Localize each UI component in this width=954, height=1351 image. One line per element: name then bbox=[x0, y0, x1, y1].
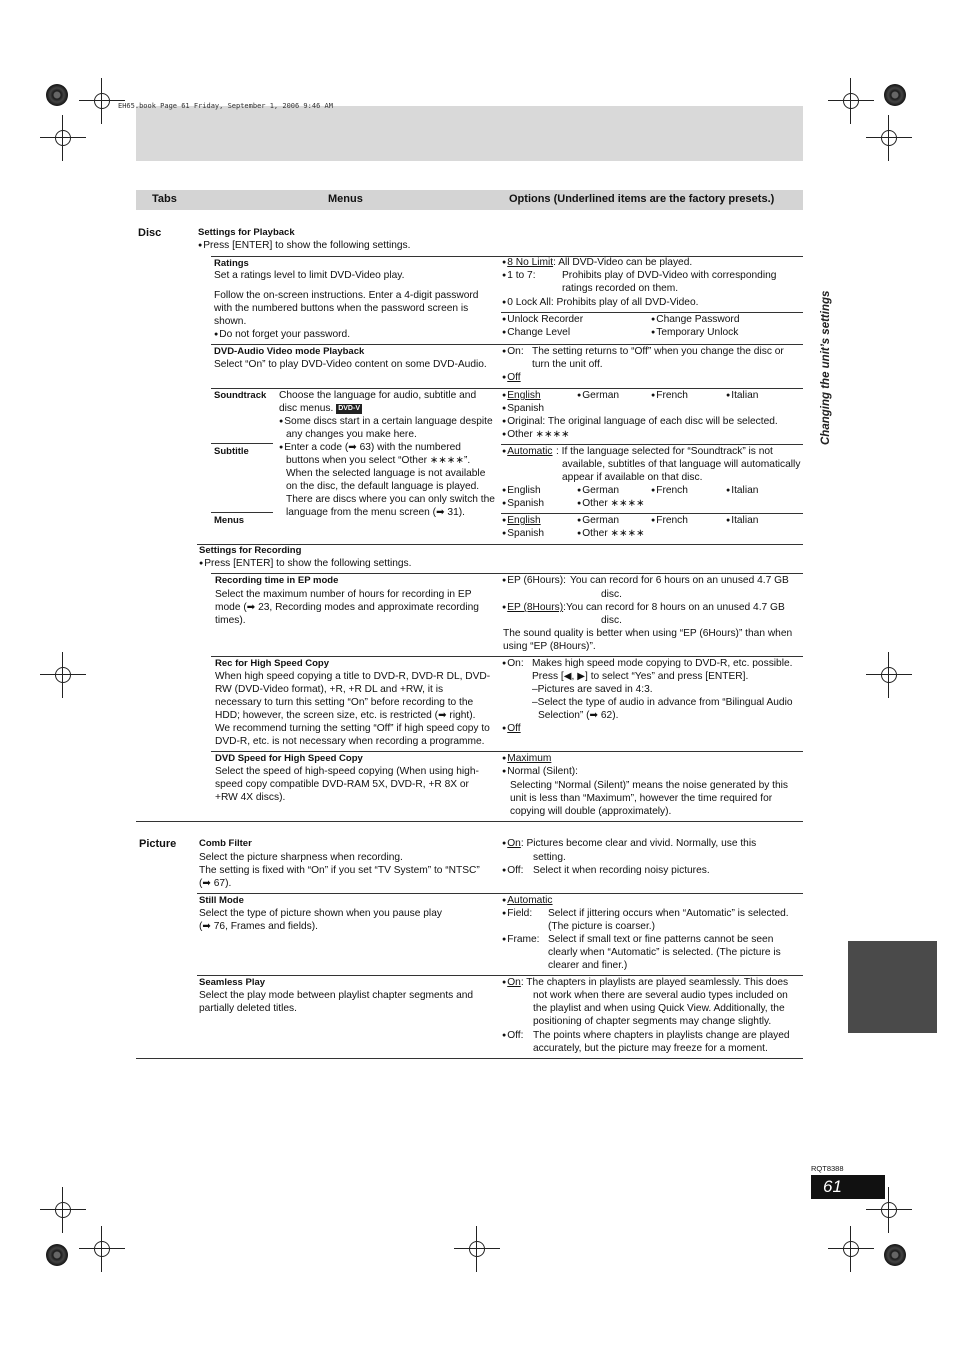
high-speed-desc: RW (DVD-Video format), +R, +R DL and +RW, it is bbox=[215, 684, 444, 695]
option-french: ● French bbox=[651, 484, 688, 498]
soundtrack-note: buttons when you select “Other ∗∗∗∗”. bbox=[286, 455, 471, 466]
option-desc: available, subtitles of that language will automatically bbox=[562, 459, 801, 470]
soundtrack-title: Soundtrack bbox=[214, 390, 267, 401]
option-change-password: ● Change Password bbox=[651, 313, 739, 327]
crosshair-icon bbox=[52, 127, 74, 149]
seamless-title: Seamless Play bbox=[199, 977, 266, 988]
soundtrack-note: ● Enter a code (➡ 63) with the numbered bbox=[279, 441, 461, 455]
dvd-audio-desc: Select “On” to play DVD-Video content on some DVD-Audio. bbox=[214, 359, 487, 370]
option-desc: : If the language selected for “Soundtrack” is not bbox=[556, 446, 773, 457]
soundtrack-note: any changes you make here. bbox=[286, 429, 417, 440]
option-italian: ● Italian bbox=[726, 389, 758, 403]
subtitle-title: Subtitle bbox=[214, 446, 249, 457]
crosshair-icon bbox=[878, 1199, 900, 1221]
option-lock-all: ● 0 Lock All: Prohibits play of all DVD-Video. bbox=[502, 296, 698, 310]
dvd-speed-desc: speed copy compatible DVD-RAM 5X, DVD-R, +R 8X or bbox=[215, 779, 469, 790]
seamless-desc: Select the play mode between playlist chapter segments and bbox=[199, 990, 474, 1001]
option-spanish: ● Spanish bbox=[502, 402, 544, 416]
comb-desc: (➡ 67). bbox=[199, 878, 232, 889]
page-number: 61 bbox=[811, 1175, 885, 1199]
option-italian: ● Italian bbox=[726, 514, 758, 528]
option-desc: appear if available on that disc. bbox=[562, 472, 703, 483]
option-desc: Press [◀, ▶] to select “Yes” and press [ENTER]. bbox=[532, 671, 749, 682]
comb-desc: The setting is fixed with “On” if you set “TV System” to “NTSC” bbox=[199, 865, 480, 876]
option-desc: turn the unit off. bbox=[532, 359, 603, 370]
option-on: ● On: bbox=[502, 657, 524, 671]
option-desc: The points where chapters in playlists change are played bbox=[533, 1030, 790, 1041]
option-other: ● Other ∗∗∗∗ bbox=[577, 527, 645, 541]
option-desc: Selecting “Normal (Silent)” means the noise generated by this bbox=[510, 780, 789, 791]
option-italian: ● Italian bbox=[726, 484, 758, 498]
crosshair-icon bbox=[91, 1238, 113, 1260]
option-desc: positioning of chapter segments may change slightly. bbox=[533, 1016, 772, 1027]
option-desc: Prohibits play of DVD-Video with corresponding bbox=[562, 270, 777, 281]
option-off: ● Off: bbox=[502, 1029, 523, 1043]
ep-note: The sound quality is better when using “EP (6Hours)” than when bbox=[503, 628, 793, 639]
option-original: ● Original: The original language of each disc will be selected. bbox=[502, 415, 778, 429]
option-on: On bbox=[507, 838, 521, 849]
menus-header: Menus bbox=[328, 193, 363, 205]
crosshair-icon bbox=[466, 1238, 488, 1260]
option-desc: unit is less than “Maximum”, however the time required for bbox=[510, 793, 773, 804]
high-speed-desc: When high speed copying a title to DVD-R, DVD-R DL, DVD- bbox=[215, 671, 491, 682]
option-desc: clearer and finer.) bbox=[548, 960, 628, 971]
registration-disc-icon bbox=[884, 84, 906, 106]
option-french: ● French bbox=[651, 389, 688, 403]
soundtrack-note: There are discs where you can only switch the bbox=[286, 494, 495, 505]
option-on: On bbox=[507, 977, 521, 988]
option-desc: (The picture is coarser.) bbox=[548, 921, 656, 932]
option-off: Off bbox=[507, 723, 521, 734]
crosshair-icon bbox=[91, 90, 113, 112]
crosshair-icon bbox=[52, 664, 74, 686]
options-header: Options (Underlined items are the factory presets.) bbox=[509, 193, 775, 205]
still-desc: (➡ 76, Frames and fields). bbox=[199, 921, 318, 932]
high-speed-desc: HDD; however, the screen size, etc. is restricted (➡ right). bbox=[215, 710, 476, 721]
option-maximum: Maximum bbox=[507, 753, 552, 764]
registration-disc-icon bbox=[46, 1244, 68, 1266]
option-desc: the playlist and when using Quick View. Additionally, the bbox=[533, 1003, 785, 1014]
option-on: ● On: bbox=[502, 345, 524, 359]
option-1to7: ● 1 to 7: bbox=[502, 269, 536, 283]
option-off: ● Off: bbox=[502, 864, 523, 878]
option-desc: You can record for 6 hours on an unused 4.7 GB bbox=[570, 575, 789, 586]
seamless-desc: partially deleted titles. bbox=[199, 1003, 297, 1014]
option-french: ● French bbox=[651, 514, 688, 528]
option-change-level: ● Change Level bbox=[502, 326, 570, 340]
option-desc: ratings recorded on them. bbox=[562, 283, 679, 294]
registration-disc-icon bbox=[46, 84, 68, 106]
ratings-note: ● Do not forget your password. bbox=[214, 328, 350, 342]
ep-title: Recording time in EP mode bbox=[215, 575, 339, 586]
header-band bbox=[136, 106, 803, 161]
crosshair-icon bbox=[878, 664, 900, 686]
playback-title: Settings for Playback bbox=[198, 227, 295, 238]
playback-note: ● Press [ENTER] to show the following settings. bbox=[198, 239, 410, 253]
dvd-speed-desc: Select the speed of high-speed copying (When using high- bbox=[215, 766, 479, 777]
recording-title: Settings for Recording bbox=[199, 545, 302, 556]
menus-title: Menus bbox=[214, 515, 245, 526]
option-desc: disc. bbox=[601, 589, 622, 600]
soundtrack-note: language from the menu screen (➡ 31). bbox=[286, 507, 465, 518]
ratings-instruction: shown. bbox=[214, 316, 247, 327]
option-ep-8h: EP (8Hours) bbox=[507, 602, 564, 613]
tab-disc: Disc bbox=[138, 227, 162, 239]
option-desc: Makes high speed mode copying to DVD-R, etc. possible. bbox=[532, 658, 793, 669]
option-desc: Selection” (➡ 62). bbox=[538, 710, 619, 721]
ep-desc: Select the maximum number of hours for recording in EP bbox=[215, 589, 472, 600]
tabs-header: Tabs bbox=[152, 193, 177, 205]
dvd-audio-title: DVD-Audio Video mode Playback bbox=[214, 346, 365, 357]
soundtrack-desc: Choose the language for audio, subtitle and bbox=[279, 390, 477, 401]
side-tab-block bbox=[848, 941, 937, 1033]
ratings-instruction: with the numbered buttons when the password screen is bbox=[214, 303, 469, 314]
option-desc: Select if jittering occurs when “Automatic” is selected. bbox=[548, 908, 789, 919]
option-field: ● Field: bbox=[502, 907, 532, 921]
crosshair-icon bbox=[52, 1199, 74, 1221]
high-speed-desc: DVD-R, etc. is not necessary when recording a programme. bbox=[215, 736, 485, 747]
comb-desc: Select the picture sharpness when recording. bbox=[199, 852, 403, 863]
option-desc: disc. bbox=[601, 615, 622, 626]
registration-disc-icon bbox=[884, 1244, 906, 1266]
option-temporary-unlock: ● Temporary Unlock bbox=[651, 326, 738, 340]
tab-picture: Picture bbox=[139, 838, 177, 850]
high-speed-title: Rec for High Speed Copy bbox=[215, 658, 330, 669]
side-title: Changing the unit’s settings bbox=[820, 290, 832, 445]
option-english: English bbox=[507, 390, 541, 401]
still-desc: Select the type of picture shown when you pause play bbox=[199, 908, 442, 919]
option-unlock-recorder: ● Unlock Recorder bbox=[502, 313, 583, 327]
option-normal: ● Normal (Silent): bbox=[502, 765, 578, 779]
option-desc: The setting returns to “Off” when you change the disc or bbox=[532, 346, 784, 357]
ep-desc: times). bbox=[215, 615, 246, 626]
print-info: EH65.book Page 61 Friday, September 1, 2006 9:46 AM bbox=[118, 102, 333, 110]
option-desc: –Pictures are saved in 4:3. bbox=[532, 684, 653, 695]
option-other: ● Other ∗∗∗∗ bbox=[502, 428, 570, 442]
dvd-v-badge: DVD-V bbox=[338, 405, 360, 412]
option-desc: –Select the type of audio in advance from “Bilingual Audio bbox=[532, 697, 793, 708]
option-frame: ● Frame: bbox=[502, 933, 540, 947]
column-header-bar bbox=[136, 190, 803, 210]
option-spanish: ● Spanish bbox=[502, 497, 544, 511]
option-desc: not work when there are several audio types included on bbox=[533, 990, 788, 1001]
option-desc: clearly when “Automatic” is selected. (The picture is bbox=[548, 947, 781, 958]
option-desc: setting. bbox=[533, 852, 566, 863]
option-desc: accurately, but the picture may freeze for a moment. bbox=[533, 1043, 768, 1054]
option-off: ● Off bbox=[502, 371, 521, 385]
soundtrack-note: on the disc, the default language is played. bbox=[286, 481, 480, 492]
crosshair-icon bbox=[878, 127, 900, 149]
option-other: ● Other ∗∗∗∗ bbox=[577, 497, 645, 511]
option-spanish: ● Spanish bbox=[502, 527, 544, 541]
soundtrack-note: When the selected language is not available bbox=[286, 468, 486, 479]
high-speed-desc: We recommend turning the setting “Off” if high speed copy to bbox=[215, 723, 490, 734]
ratings-title: Ratings bbox=[214, 258, 249, 269]
soundtrack-note: ● Some discs start in a certain language despite bbox=[279, 415, 493, 429]
option-no-limit: ● 8 No Limit: All DVD-Video can be played. bbox=[502, 256, 692, 270]
option-desc: Select if small text or fine patterns cannot be seen bbox=[548, 934, 774, 945]
crosshair-icon bbox=[840, 90, 862, 112]
ratings-instruction: Follow the on-screen instructions. Enter a 4-digit password bbox=[214, 290, 479, 301]
option-desc: Select it when recording noisy pictures. bbox=[533, 865, 710, 876]
crosshair-icon bbox=[840, 1238, 862, 1260]
ep-note: using “EP (8Hours)”. bbox=[503, 641, 596, 652]
option-desc: copying will double (approximately). bbox=[510, 806, 672, 817]
option-german: ● German bbox=[577, 389, 619, 403]
recording-note: ● Press [ENTER] to show the following settings. bbox=[199, 557, 411, 571]
option-ep-6h: ● EP (6Hours): bbox=[502, 574, 566, 588]
ep-desc: mode (➡ 23, Recording modes and approximate recording bbox=[215, 602, 479, 613]
option-automatic: Automatic bbox=[507, 895, 553, 906]
high-speed-desc: necessary to turn this setting “On” before recording to the bbox=[215, 697, 474, 708]
option-german: ● German bbox=[577, 514, 619, 528]
doc-code: RQT8388 bbox=[811, 1164, 844, 1173]
option-german: ● German bbox=[577, 484, 619, 498]
comb-title: Comb Filter bbox=[199, 838, 252, 849]
option-english: ● English bbox=[502, 484, 541, 498]
ratings-desc: Set a ratings level to limit DVD-Video play. bbox=[214, 270, 405, 281]
soundtrack-desc: disc menus. DVD-V bbox=[279, 403, 360, 414]
option-automatic: Automatic bbox=[507, 446, 553, 457]
still-title: Still Mode bbox=[199, 895, 244, 906]
dvd-speed-desc: +RW 4X discs). bbox=[215, 792, 286, 803]
dvd-speed-title: DVD Speed for High Speed Copy bbox=[215, 753, 363, 764]
option-english: English bbox=[507, 515, 541, 526]
